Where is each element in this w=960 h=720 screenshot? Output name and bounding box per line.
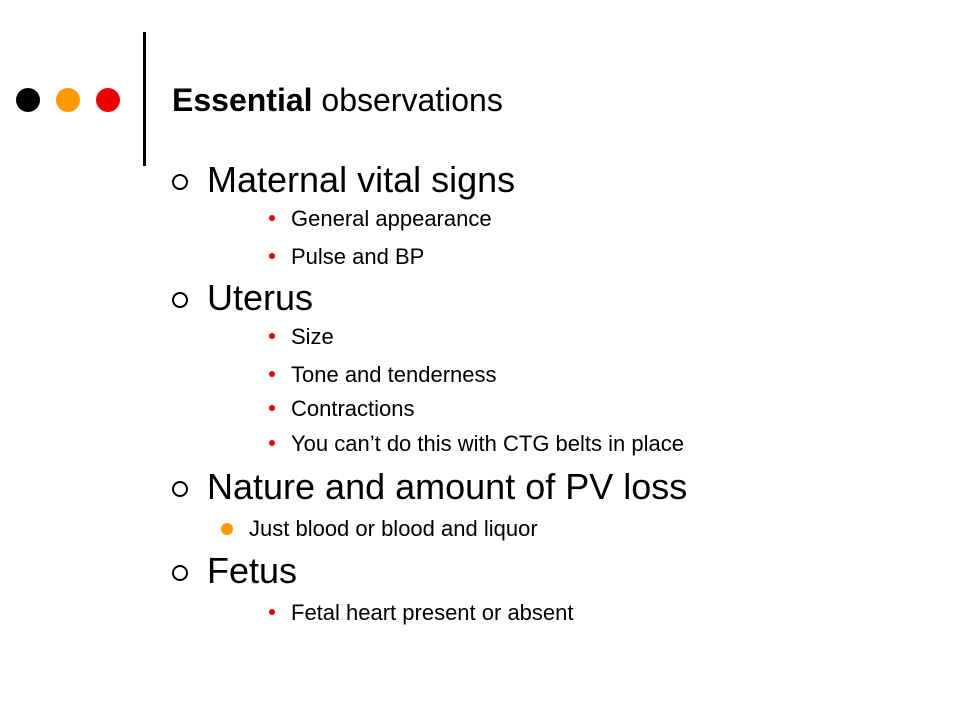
black-dot-icon <box>16 88 40 112</box>
section-marker-icon <box>172 174 188 190</box>
slide-title-bold: Essential <box>172 82 313 118</box>
bullet-icon <box>269 253 275 259</box>
bullet-icon <box>269 440 275 446</box>
list-item: Tone and tenderness <box>291 362 497 387</box>
list-item: General appearance <box>291 206 492 231</box>
slide-title-rest: observations <box>312 82 503 118</box>
list-item: Fetal heart present or absent <box>291 600 574 625</box>
section-heading-pv-loss: Nature and amount of PV loss <box>207 466 688 507</box>
list-item: Just blood or blood and liquor <box>249 516 538 541</box>
red-dot-icon <box>96 88 120 112</box>
bullet-icon <box>269 609 275 615</box>
bullet-icon <box>221 523 233 535</box>
section-heading-uterus: Uterus <box>207 277 314 318</box>
bullet-icon <box>269 371 275 377</box>
bullet-icon <box>269 215 275 221</box>
list-item: You can’t do this with CTG belts in place <box>291 431 684 456</box>
title-divider <box>143 32 146 166</box>
section-heading-maternal: Maternal vital signs <box>207 159 516 200</box>
orange-dot-icon <box>56 88 80 112</box>
slide-title <box>172 82 503 119</box>
bullet-icon <box>269 405 275 411</box>
section-marker-icon <box>172 292 188 308</box>
list-item: Pulse and BP <box>291 244 425 269</box>
section-marker-icon <box>172 565 188 581</box>
section-heading-fetus: Fetus <box>207 550 298 591</box>
section-marker-icon <box>172 481 188 497</box>
bullet-icon <box>269 333 275 339</box>
list-item: Size <box>291 324 334 349</box>
list-item: Contractions <box>291 396 415 421</box>
